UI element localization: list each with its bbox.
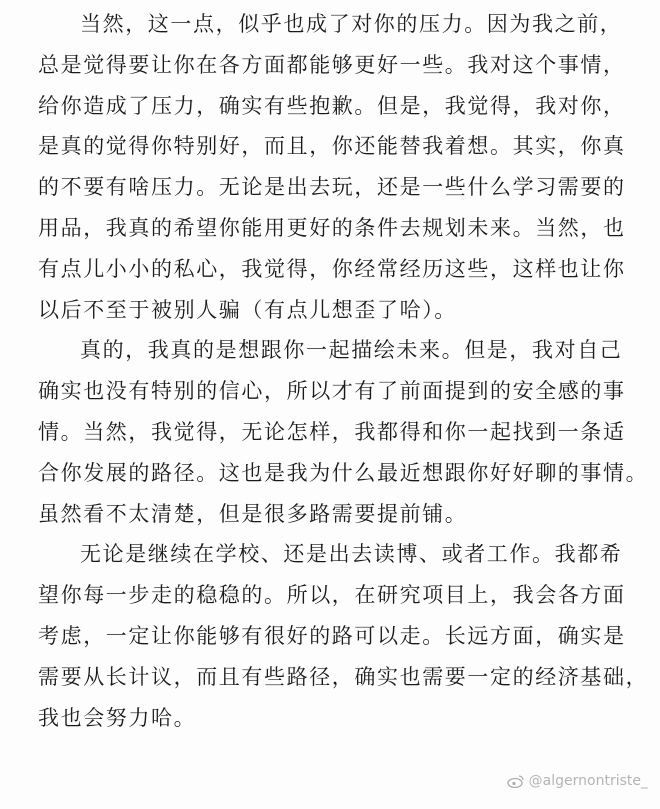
paragraph-3 xyxy=(38,534,649,738)
text-line: 确实也没有特别的信心，所以才有了前面提到的安全感的事 xyxy=(38,379,626,404)
text-line: 给你造成了压力，确实有些抱歉。但是，我觉得，我对你， xyxy=(38,93,626,118)
watermark-text: @algernontriste_ xyxy=(528,773,648,789)
text-line: 以后不至于被别人骗（有点儿想歪了哈）。 xyxy=(38,297,457,322)
text-line: 有点儿小小的私心，我觉得，你经常经历这些，这样也让你 xyxy=(38,256,626,281)
weibo-icon xyxy=(507,774,525,788)
paragraph-2 xyxy=(38,330,649,534)
paragraph-1 xyxy=(38,4,628,330)
text-line: 合你发展的路径。这也是我为什么最近想跟你好好聊的事情。 xyxy=(38,460,649,485)
text-line: 望你每一步走的稳稳的。所以，在研究项目上，我会各方面 xyxy=(38,583,626,608)
text-line: 需要从长计议，而且有些路径，确实也需要一定的经济基础， xyxy=(38,664,649,689)
text-line: 考虑，一定让你能够有很好的路可以走。长远方面，确实是 xyxy=(38,623,626,648)
text-line: 当然，这一点，似乎也成了对你的压力。因为我之前， xyxy=(80,12,623,36)
text-line: 的不要有啥压力。无论是出去玩，还是一些什么学习需要的 xyxy=(38,175,626,200)
text-line: 虽然看不太清楚，但是很多路需要提前铺。 xyxy=(38,501,468,526)
letter-body xyxy=(38,4,649,738)
text-line: 真的，我真的是想跟你一起描绘未来。但是，我对自己 xyxy=(80,338,623,363)
text-line: 情。当然，我觉得，无论怎样，我都得和你一起找到一条适 xyxy=(38,419,626,444)
text-line: 无论是继续在学校、还是出去读博、或者工作。我都希 xyxy=(80,542,623,567)
text-line: 用品，我真的希望你能用更好的条件去规划未来。当然，也 xyxy=(38,215,626,240)
text-line: 总是觉得要让你在各方面都能够更好一些。我对这个事情， xyxy=(38,52,626,77)
text-line: 是真的觉得你特别好，而且，你还能替我着想。其实，你真 xyxy=(38,134,626,159)
text-line: 我也会努力哈。 xyxy=(38,705,197,730)
watermark xyxy=(507,773,648,789)
